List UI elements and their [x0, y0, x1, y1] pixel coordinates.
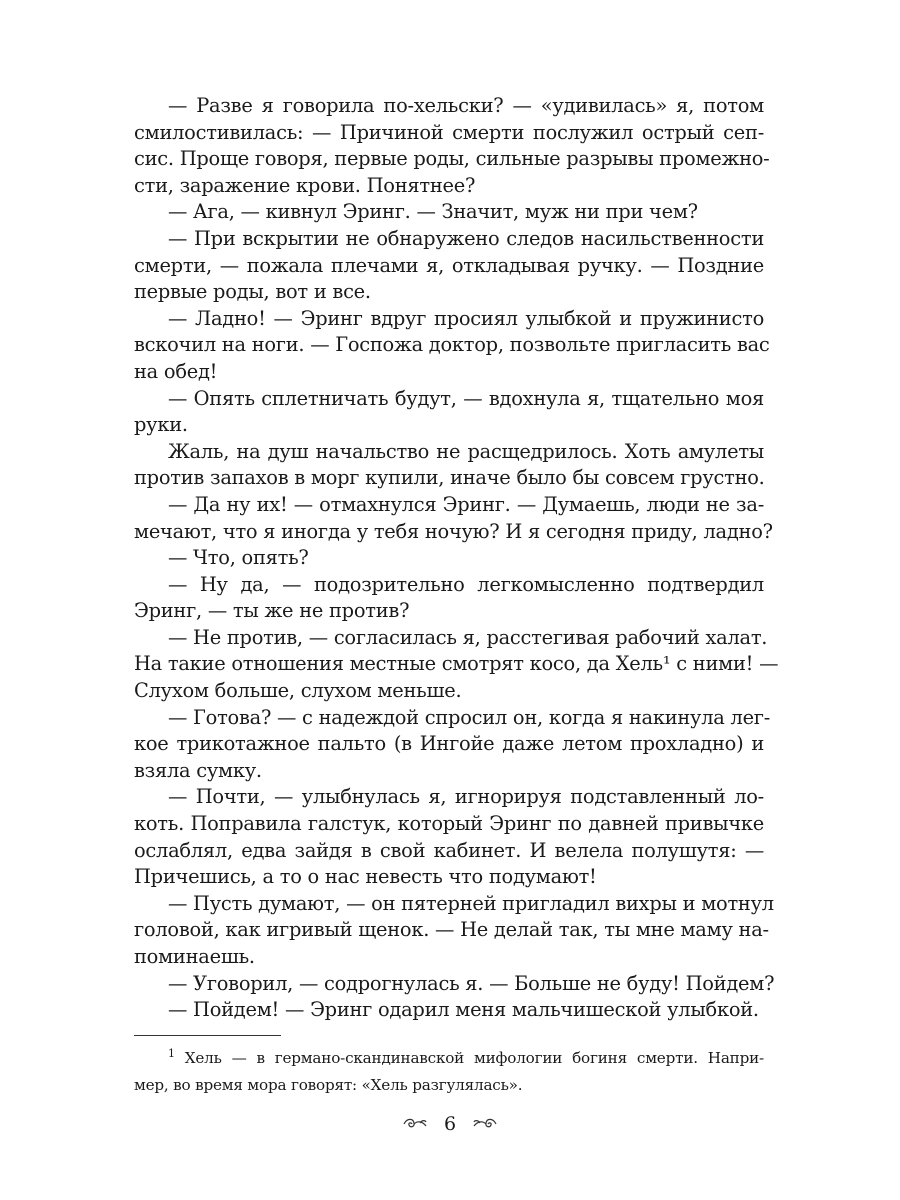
- swirl-ornament-icon: [402, 1117, 428, 1131]
- text-line: против запахов в морг купили, иначе было бы совсем грустно.: [134, 466, 765, 490]
- text-line: смерти, — пожала плечами я, откладывая ручку. — Поздние: [134, 253, 764, 277]
- text-line: сти, заражение крови. Понятнее?: [134, 173, 476, 197]
- text-line: Слухом больше, слухом меньше.: [134, 679, 462, 703]
- text-line: первые роды, вот и все.: [134, 280, 371, 304]
- footnote-line: [134, 1047, 764, 1074]
- text-line: — Разве я говорила по-хельски? — «удивилась» я, потом: [168, 94, 764, 117]
- text-line: — Ага, — кивнул Эринг. — Значит, муж ни при чем?: [168, 200, 698, 224]
- footnote: [134, 1047, 764, 1100]
- text-line: коть. Поправила галстук, который Эринг по давней привычке: [134, 812, 764, 836]
- text-line: — Готова? — с надеждой спросил он, когда я накинула лег-: [168, 705, 771, 729]
- text-line: сис. Проще говоря, первые роды, сильные разрывы промежно-: [134, 147, 770, 171]
- footnote-rule: [134, 1035, 281, 1036]
- text-line: Жаль, на душ начальство не расщедрилось. Хоть амулеты: [168, 439, 764, 463]
- text-line: ослаблял, едва зайдя в свой кабинет. И велела полушутя: —: [134, 838, 764, 862]
- text-line: вскочил на ноги. — Госпожа доктор, позвольте пригласить вас: [134, 333, 770, 357]
- text-line: — Да ну их! — отмахнулся Эринг. — Думаешь, люди не за-: [168, 492, 764, 516]
- text-line: взяла сумку.: [134, 758, 262, 782]
- page-number: 6: [443, 1113, 457, 1135]
- footnote-mark: 1: [168, 1046, 175, 1060]
- text-line: Эринг, — ты же не против?: [134, 599, 410, 623]
- body-text: [134, 93, 779, 1024]
- text-line: руки.: [134, 413, 188, 437]
- text-line: Причешись, а то о нас невесть что подумают!: [134, 865, 597, 889]
- text-line: поминаешь.: [134, 945, 255, 968]
- text-line: — Не против, — согласилась я, расстегивая рабочий халат.: [168, 625, 768, 649]
- text-line: — При вскрытии не обнаружено следов насильственности: [168, 226, 764, 250]
- text-line: головой, как игривый щенок. — Не делай так, ты мне маму на-: [134, 918, 769, 942]
- text-line: — Что, опять?: [168, 546, 309, 570]
- text-line: кое трикотажное пальто (в Ингойе даже летом прохладно) и: [134, 732, 764, 756]
- page-footer: [0, 1111, 900, 1136]
- text-line: — Опять сплетничать будут, — вдохнула я, тщательно моя: [168, 386, 764, 410]
- footnote-text: Хель — в германо-скандинавской мифологии богиня смерти. Напри-: [174, 1049, 764, 1067]
- text-line: — Почти, — улыбнулась я, игнорируя подставленный ло-: [168, 785, 764, 809]
- text-line: На такие отношения местные смотрят косо, да Хель¹ с ними! —: [134, 652, 779, 676]
- text-line: — Пусть думают, — он пятерней пригладил вихры и мотнул: [168, 891, 774, 915]
- text-line: смилостивилась: — Причиной смерти послужил острый сеп-: [134, 120, 764, 144]
- text-line: — Ладно! — Эринг вдруг просиял улыбкой и пружинисто: [168, 306, 764, 330]
- text-line: на обед!: [134, 359, 218, 383]
- text-line: — Пойдем! — Эринг одарил меня мальчишеской улыбкой.: [168, 998, 759, 1022]
- footnote-line: мер, во время мора говорят: «Хель разгулялась».: [134, 1075, 523, 1094]
- swirl-ornament-icon: [472, 1117, 498, 1131]
- text-line: — Ну да, — подозрительно легкомысленно подтвердил: [168, 572, 764, 596]
- text-line: мечают, что я иногда у тебя ночую? И я сегодня приду, ладно?: [134, 519, 773, 543]
- text-line: — Уговорил, — содрогнулась я. — Больше не буду! Пойдем?: [168, 971, 775, 995]
